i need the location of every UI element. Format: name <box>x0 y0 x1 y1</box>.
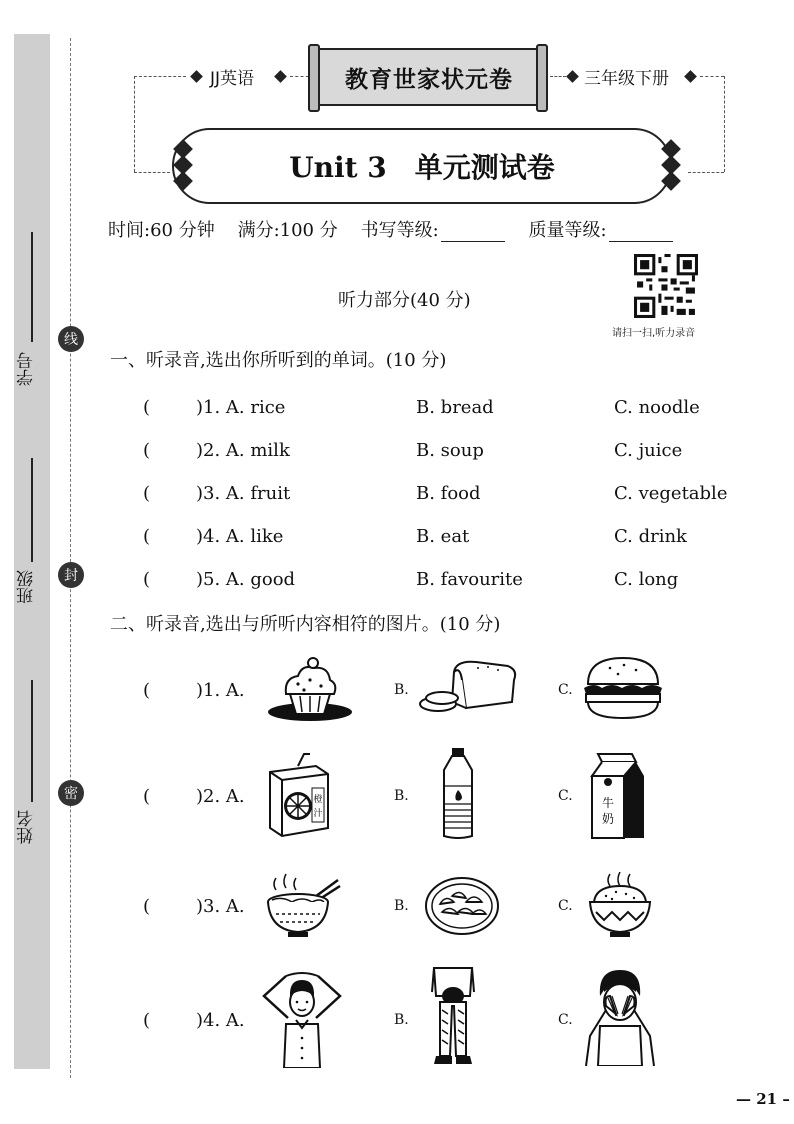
option-a: )2. A. milk <box>196 440 290 461</box>
option-c: C. drink <box>614 526 687 547</box>
qr-code-icon[interactable] <box>634 254 698 318</box>
header-dash-left-v <box>134 76 135 172</box>
answer-paren[interactable]: ( <box>143 786 151 807</box>
cupcake-icon[interactable] <box>266 654 354 722</box>
qr-caption: 请扫一扫,听力录音 <box>612 328 696 339</box>
subject-label: JJ英语 <box>210 69 255 89</box>
time-info: 时间:60 分钟 <box>108 220 215 241</box>
option-a: )5. A. good <box>196 569 296 590</box>
option-b: B. food <box>416 483 481 504</box>
juice-label-2: 汁 <box>313 809 323 819</box>
milk-label-1: 牛 <box>601 796 615 810</box>
answer-paren[interactable]: ( <box>143 1010 151 1031</box>
page-number: — 21 – <box>736 1090 790 1108</box>
answer-paren[interactable]: ( <box>143 440 151 461</box>
diamond-icon <box>566 70 579 83</box>
milk-carton-icon[interactable] <box>584 752 648 842</box>
option-a: )4. A. <box>196 1010 245 1031</box>
noodle-bowl-icon[interactable] <box>262 872 342 940</box>
option-b: B. favourite <box>416 569 523 590</box>
option-a: )2. A. <box>196 786 245 807</box>
answer-paren[interactable]: ( <box>143 896 151 917</box>
milk-label-2: 奶 <box>601 812 615 826</box>
cut-line <box>70 38 71 1078</box>
listening-heading: 听力部分(40 分) <box>338 290 471 311</box>
option-a: )3. A. fruit <box>196 483 291 504</box>
diamond-icon <box>274 70 287 83</box>
part1-title: 一、听录音,选出你所听到的单词。(10 分) <box>110 350 447 371</box>
option-c: C. long <box>614 569 679 590</box>
option-a: )1. A. rice <box>196 397 286 418</box>
option-b: B. soup <box>416 440 484 461</box>
name-line <box>31 680 33 802</box>
header-dash-left <box>134 76 186 77</box>
header-dash-right-b <box>688 172 724 173</box>
juice-label-1: 橙 <box>313 795 323 805</box>
seal-feng: 封 <box>58 562 84 588</box>
answer-paren[interactable]: ( <box>143 569 151 590</box>
option-c: C. <box>558 898 573 914</box>
answer-paren[interactable]: ( <box>143 680 151 701</box>
option-b: B. <box>394 682 409 698</box>
option-c: C. juice <box>614 440 683 461</box>
boy-covering-face-icon[interactable] <box>580 966 660 1066</box>
student-id-label: 学号 <box>17 352 37 386</box>
option-c: C. <box>558 682 573 698</box>
option-c: C. <box>558 788 573 804</box>
class-label: 班级 <box>17 570 37 604</box>
scroll-roll-right <box>536 44 548 112</box>
dumplings-plate-icon[interactable] <box>424 874 500 936</box>
orange-juice-box-icon[interactable] <box>262 752 334 838</box>
series-title: 教育世家状元卷 <box>318 48 540 106</box>
option-b: B. <box>394 1012 409 1028</box>
answer-paren[interactable]: ( <box>143 397 151 418</box>
student-id-line <box>31 232 33 342</box>
boy-bending-over-icon[interactable] <box>430 966 476 1068</box>
water-bottle-icon[interactable] <box>436 746 480 842</box>
bread-loaf-icon[interactable] <box>416 658 520 718</box>
writing-grade-label: 书写等级: <box>360 220 439 241</box>
diamond-icon <box>684 70 697 83</box>
option-c: C. <box>558 1012 573 1028</box>
part2-title: 二、听录音,选出与所听内容相符的图片。(10 分) <box>110 614 501 635</box>
seal-mi: 密 <box>58 780 84 806</box>
option-b: B. bread <box>416 397 494 418</box>
boy-hands-on-head-icon[interactable] <box>258 968 346 1068</box>
option-a: )3. A. <box>196 896 245 917</box>
header-dash-right <box>700 76 724 77</box>
header-dash-left-b <box>134 172 170 173</box>
seal-xian: 线 <box>58 326 84 352</box>
answer-paren[interactable]: ( <box>143 483 151 504</box>
grade-label: 三年级下册 <box>584 69 669 89</box>
exam-info <box>108 216 691 242</box>
header-dash-right-v <box>724 76 725 172</box>
option-b: B. eat <box>416 526 470 547</box>
option-c: C. noodle <box>614 397 700 418</box>
hamburger-icon[interactable] <box>580 654 666 722</box>
option-b: B. <box>394 898 409 914</box>
option-b: B. <box>394 788 409 804</box>
option-a: )4. A. like <box>196 526 284 547</box>
quality-grade-field[interactable] <box>609 223 673 242</box>
option-a: )1. A. <box>196 680 245 701</box>
diamond-icon <box>190 70 203 83</box>
class-line <box>31 458 33 562</box>
name-label: 姓名 <box>17 810 37 844</box>
score-info: 满分:100 分 <box>237 220 338 241</box>
rice-bowl-icon[interactable] <box>586 872 654 940</box>
writing-grade-field[interactable] <box>441 223 505 242</box>
answer-paren[interactable]: ( <box>143 526 151 547</box>
header-dash <box>550 76 566 77</box>
unit-title: Unit 3 单元测试卷 <box>172 128 672 204</box>
option-c: C. vegetable <box>614 483 728 504</box>
quality-grade-label: 质量等级: <box>528 220 607 241</box>
